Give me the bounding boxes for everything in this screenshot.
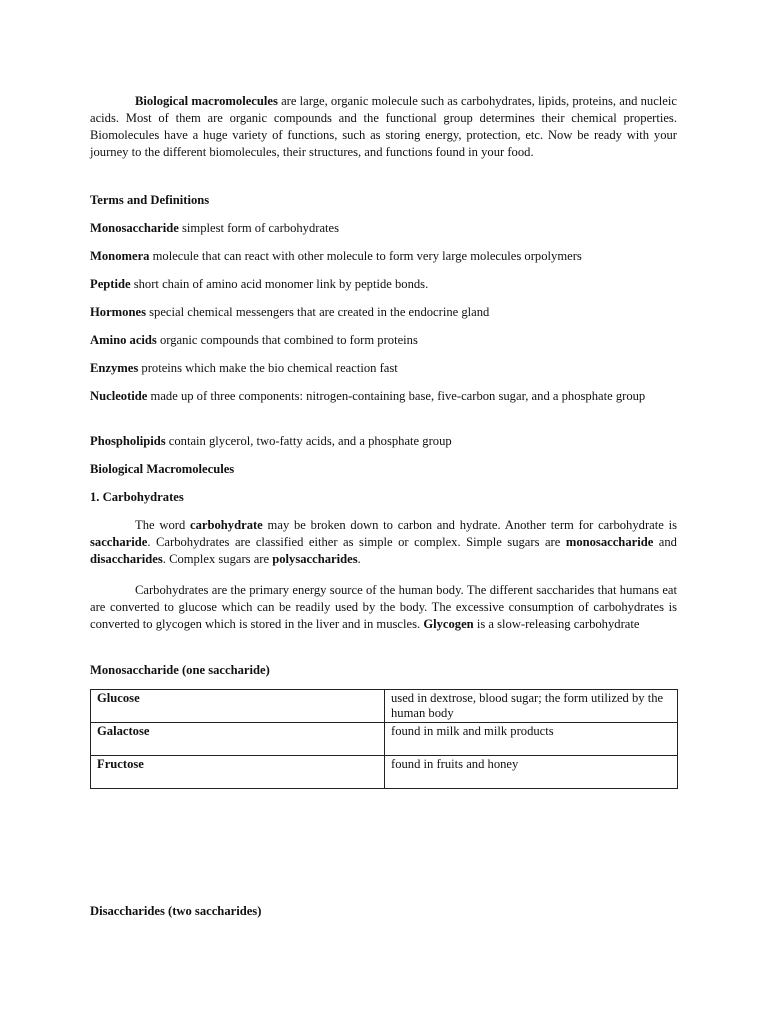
bold-term: polysaccharides <box>272 552 358 566</box>
table-cell-name: Fructose <box>91 756 385 789</box>
carbohydrates-heading: 1. Carbohydrates <box>90 490 184 504</box>
table-cell-description: found in milk and milk products <box>385 723 678 756</box>
bold-term: saccharide <box>90 535 148 549</box>
term-label: Monomera <box>90 249 150 263</box>
text-run: Carbohydrates are the primary energy source of the human body. The different saccharides that humans eat are converted to glucose which can be readily used by the body. The excessive consumption of carbohydrates is converted to glycogen which is stored in the liver and in muscles. <box>90 583 677 631</box>
text-run: may be broken down to carbon and hydrate. Another term for carbohydrate is <box>262 518 677 532</box>
term-label: Phospholipids <box>90 434 166 448</box>
table-cell-name: Galactose <box>91 723 385 756</box>
term-definition: molecule that can react with other molecule to form very large molecules orpolymers <box>149 249 582 263</box>
table-cell-name: Glucose <box>91 690 385 723</box>
carbohydrates-paragraph-1 <box>90 517 677 568</box>
terms-heading: Terms and Definitions <box>90 193 210 207</box>
term-label: Monosaccharide <box>90 221 179 235</box>
term-phospholipids <box>90 433 677 450</box>
term-definition: proteins which make the bio chemical reaction fast <box>138 361 398 375</box>
bold-term: disaccharides <box>90 552 163 566</box>
text-run: . <box>357 552 361 566</box>
term-definition: special chemical messengers that are created in the endocrine gland <box>145 305 490 319</box>
text-run: is a slow-releasing carbohydrate <box>473 617 640 631</box>
macromolecules-heading: Biological Macromolecules <box>90 462 235 476</box>
monosaccharide-heading: Monosaccharide (one saccharide) <box>90 663 270 677</box>
term-definition: made up of three components: nitrogen-containing base, five-carbon sugar, and a phosphate group <box>147 389 646 403</box>
table-row <box>91 690 678 723</box>
bold-term: Glycogen <box>423 617 474 631</box>
table-cell-description: found in fruits and honey <box>385 756 678 789</box>
text-run: and <box>653 535 677 549</box>
term-enzymes <box>90 360 677 377</box>
text-run: The word <box>135 518 191 532</box>
bold-term: carbohydrate <box>190 518 263 532</box>
monosaccharide-table <box>90 689 678 789</box>
term-peptide <box>90 276 677 293</box>
term-monosaccharide <box>90 220 677 237</box>
term-nucleotide <box>90 388 677 405</box>
term-label: Peptide <box>90 277 131 291</box>
term-label: Hormones <box>90 305 146 319</box>
term-definition: organic compounds that combined to form proteins <box>156 333 418 347</box>
carbohydrates-paragraph-2 <box>90 582 677 633</box>
term-label: Nucleotide <box>90 389 148 403</box>
intro-lead-term: Biological macromolecules <box>135 94 278 108</box>
text-run: . Carbohydrates are classified either as simple or complex. Simple sugars are <box>147 535 566 549</box>
table-row <box>91 756 678 789</box>
table-row <box>91 723 678 756</box>
term-definition: contain glycerol, two-fatty acids, and a phosphate group <box>165 434 452 448</box>
disaccharides-heading: Disaccharides (two saccharides) <box>90 904 262 918</box>
term-amino-acids <box>90 332 677 349</box>
term-monomera <box>90 248 677 265</box>
intro-text: are large, organic molecule such as carbohydrates, lipids, proteins, and nucleic acids. Most of them are organic compounds and the functional group determines their chemical properties. Biomolecules have a huge variety of functions, such as storing energy, protection, etc. Now be ready with your journey to the different biomolecules, their structures, and functions found in your food. <box>90 94 677 159</box>
term-definition: simplest form of carbohydrates <box>178 221 340 235</box>
table-cell-description: used in dextrose, blood sugar; the form utilized by the human body <box>385 690 678 723</box>
term-hormones <box>90 304 677 321</box>
term-definition: short chain of amino acid monomer link by peptide bonds. <box>130 277 429 291</box>
term-label: Enzymes <box>90 361 139 375</box>
bold-term: monosaccharide <box>565 535 654 549</box>
intro-paragraph <box>90 93 677 161</box>
text-run: . Complex sugars are <box>162 552 273 566</box>
term-label: Amino acids <box>90 333 157 347</box>
